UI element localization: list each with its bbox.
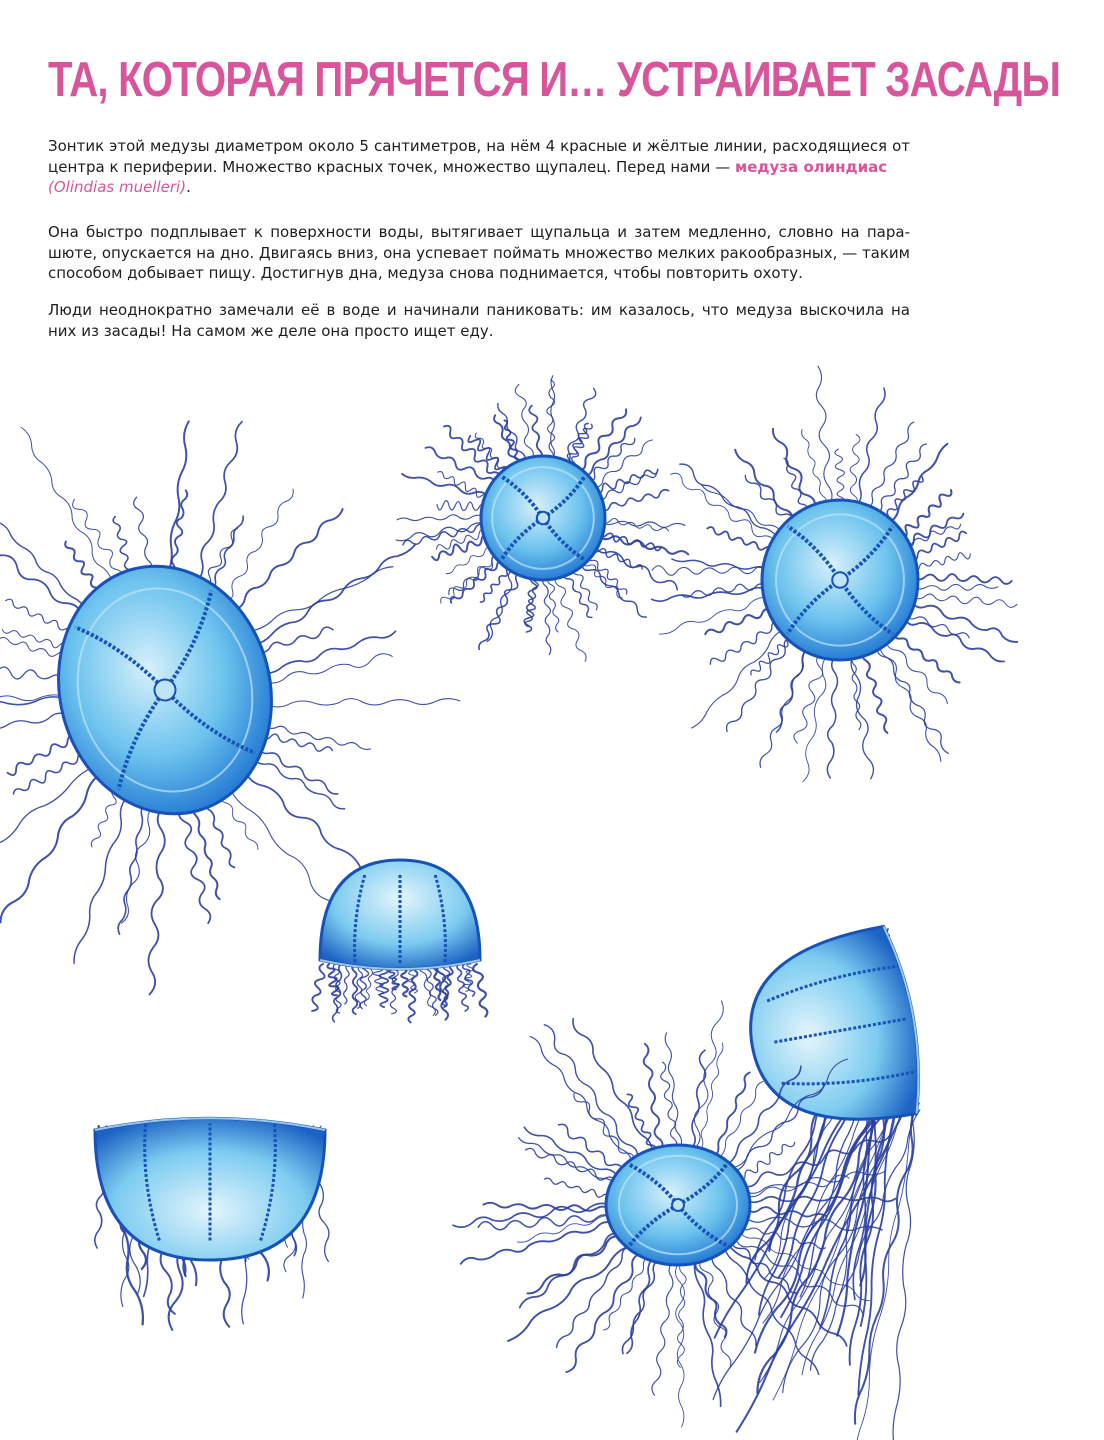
page-title: ТА, КОТОРАЯ ПРЯЧЕТСЯ И… УСТРАИВАЕТ ЗАСАДЫ bbox=[48, 53, 1060, 107]
paragraph-2: Она быстро подплывает к поверхности воды, вытягивает щупальца и затем медленно, словно на парашюте, опускается на дно. Двигаясь вниз, она успевает поймать множество мелких ракообразных, — таким способом добывает пищу. Достигнув дна, медуза снова поднимается, чтобы повторить охоту. bbox=[48, 223, 910, 282]
paragraph-1-text: Зонтик этой медузы диаметром около 5 сантиметров, на нём 4 красные и жёлтые линии, расходящиеся от центра к периферии. Множество красных точек, множество щупалец. Перед нами — bbox=[48, 137, 910, 176]
jellyfish-illustrations bbox=[0, 340, 1104, 1440]
jellyfish-small-dome bbox=[312, 860, 487, 1022]
paragraph-1 bbox=[48, 136, 910, 198]
paragraph-3: Люди неоднократно замечали её в воде и начинали паниковать: им казалось, что медуза выскочила на них из засады! На самом же деле она просто ищет еду. bbox=[48, 301, 910, 340]
jellyfish-bottom-left bbox=[95, 1118, 329, 1330]
jellyfish-top-right bbox=[652, 366, 1018, 782]
paragraph-1-end: . bbox=[186, 178, 191, 196]
species-name-link: медуза олиндиас bbox=[734, 157, 888, 176]
species-latin-name: (Olindias muelleri) bbox=[48, 178, 187, 196]
jellyfish-top-center bbox=[396, 376, 688, 662]
